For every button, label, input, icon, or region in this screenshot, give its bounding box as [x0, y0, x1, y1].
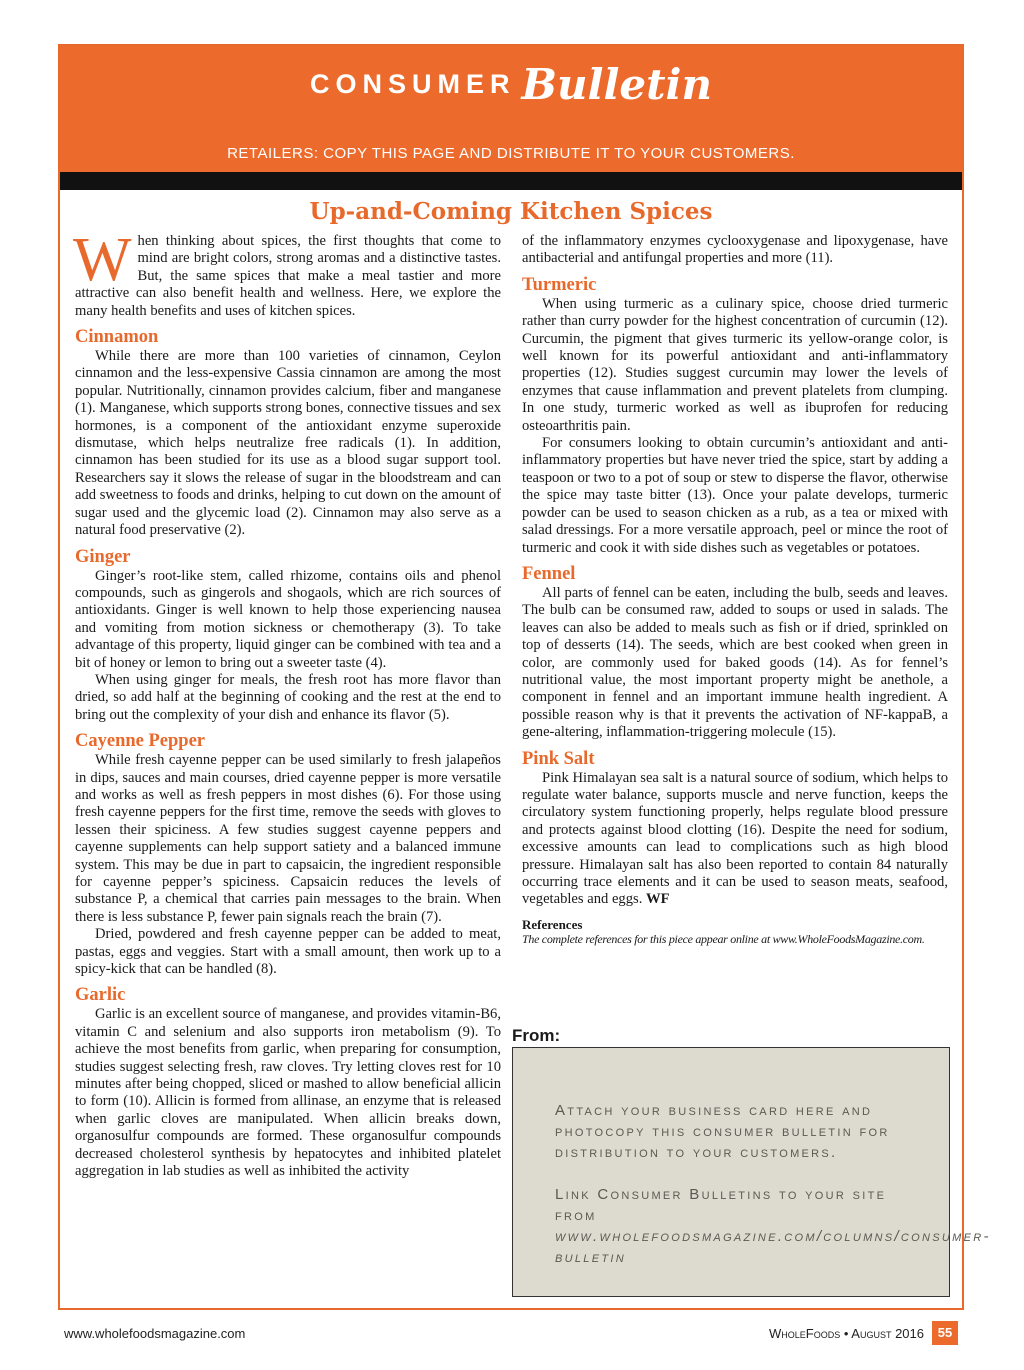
right-column [522, 233, 948, 946]
ginger-paragraph-2: When using ginger for meals, the fresh root has more flavor than dried, so add half at the beginning of cooking and the rest at the end to bring out the complexity of your dish and enhance its flavor (5). [75, 671, 501, 723]
references-text: The complete references for this piece appear online at www.WholeFoodsMagazine.com. [522, 931, 925, 946]
masthead [60, 60, 962, 109]
section-heading-cinnamon: Cinnamon [75, 327, 159, 348]
intro-paragraph [73, 226, 501, 320]
pink-salt-paragraph [522, 770, 948, 909]
section-heading-cayenne: Cayenne Pepper [75, 731, 205, 752]
footer-url[interactable]: www.wholefoodsmagazine.com [64, 1326, 246, 1341]
page-number: 55 [932, 1321, 958, 1345]
masthead-bulletin: Bulletin [521, 60, 713, 109]
turmeric-paragraph-2: For consumers looking to obtain curcumin’s antioxidant and anti-inflammatory properties but have never tried the spice, start by adding a teaspoon or two to a pot of soup or stew to disperse the flavor, otherwise the spice may taste bitter (13). Once your palate develops, turmeric powder can be used to season chicken as a rub, as a tea or mixed with salad dressings. For a more versatile approach, peel or mince the root of turmeric and cook it with side dishes such as vegetables or potatoes. [522, 435, 948, 556]
header-banner [60, 46, 962, 172]
card-instruction-1: Attach your business card here and photocopy this consumer bulletin for distribution to your customers. [555, 1102, 890, 1161]
fennel-paragraph: All parts of fennel can be eaten, including the bulb, seeds and leaves. The bulb can be consumed raw, added to soups or used in salads. The leaves can also be added to meals such as fish or if dried, sprinkled on top of desserts (14). The seeds, which are best cooked when green in color, are commonly used for baked goods (14). As for fennel’s nutritional value, the most important property might be anethole, a component in fennel and an important immune health ingredient. A possible reason why is that it prevents the activation of NF-kappaB, a gene-altering, inflammation-triggering molecule (15). [522, 584, 948, 741]
garlic-paragraph-continued: of the inflammatory enzymes cyclooxygenase and lipoxygenase, have antibacterial and antifungal properties and more (11). [522, 233, 948, 267]
page-frame [58, 44, 991, 1310]
cayenne-paragraph-2: Dried, powdered and fresh cayenne pepper can be added to meat, pastas, eggs and veggies. Start with a small amount, then work up to a spicy-kick that can be handled (8). [75, 926, 501, 978]
references-heading: References [522, 916, 583, 932]
header-divider [60, 172, 962, 190]
turmeric-paragraph-1: When using turmeric as a culinary spice, choose dried turmeric rather than curry powder for the highest concentration of curcumin (12). Curcumin, the pigment that gives turmeric its yellow-orange color, is well known for its powerful antioxidant and anti-inflammatory properties (12). Studies suggest curcumin may lower the levels of enzymes that cause inflammation and prevent platelets from clumping. In one study, turmeric worked as well as ibuprofen for reducing osteoarthritis pain. [522, 295, 948, 434]
retailers-instruction: RETAILERS: COPY THIS PAGE AND DISTRIBUTE IT TO YOUR CUSTOMERS. [227, 145, 795, 162]
masthead-consumer: CONSUMER [309, 69, 516, 99]
cayenne-paragraph-1: While fresh cayenne pepper can be used similarly to fresh jalapeños in dips, sauces and main courses, dried cayenne pepper is more versatile and works as well as fresh peppers in most dishes (6). For those using fresh cayenne peppers for the first time, remove the seeds with gloves to lessen their spiciness. A few studies suggest cayenne peppers and cayenne supplements can help support satiety and a balanced immune system. This may be due in part to capsaicin, the ingredient responsible for cayenne pepper’s spiciness. Capsaicin reduces the levels of substance P, a chemical that carries pain messages to the brain. When there is less substance P, fewer pain signals reach the brain (7). [75, 752, 501, 925]
pink-salt-text: Pink Himalayan sea salt is a natural source of sodium, which helps to regulate water balance, supports muscle and nerve function, keeps the circulatory system functioning properly, helps regulate blood pressure and protects against blood clotting (16). Despite the need for sodium, excessive amounts can lead to complications such as high blood pressure. Himalayan salt has also been reported to contain 84 naturally occurring trace elements and it can be used to season meats, seafood, vegetables and eggs. [522, 769, 948, 908]
drop-cap: W [73, 226, 132, 294]
garlic-paragraph: Garlic is an excellent source of manganese, and provides vitamin-B6, vitamin C and selenium and also supports iron metabolism (9). To achieve the most benefits from garlic, when preparing for consumption, studies suggest selecting fresh, raw cloves. Try letting cloves rest for 10 minutes after being chopped, sliced or mashed to allow beneficial allicin to form (10). Allicin is formed from allinase, an enzyme that is released when garlic cloves are manipulated. When allicin breaks down, organosulfur compounds are formed. These organosulfur compounds decreased cholesterol synthesis by hepatocytes and inhibited platelet aggregation in lab studies as well as inhibited the activity [75, 1006, 501, 1180]
section-heading-garlic: Garlic [75, 985, 126, 1006]
article-title: Up-and-Coming Kitchen Spices [309, 198, 713, 225]
card-instruction-2 [555, 1184, 991, 1268]
left-column [73, 226, 501, 1181]
consumer-bulletin-link[interactable]: www.wholefoodsmagazine.com/columns/consumer-bulletin [555, 1228, 991, 1266]
section-heading-pink-salt: Pink Salt [522, 748, 595, 769]
ginger-paragraph-1: Ginger’s root-like stem, called rhizome, contains oils and phenol compounds, such as gingerols and shogaols, which are rich sources of antioxidants. Ginger is well known to help those experiencing nausea and vomiting from motion sickness or chemotherapy (3). To take advantage of this property, liquid ginger can be combined with tea and a bit of honey or lemon to bring out a sweeter taste (4). [75, 567, 501, 671]
cinnamon-paragraph: While there are more than 100 varieties of cinnamon, Ceylon cinnamon and the less-expensive Cassia cinnamon are among the most popular. Nutritionally, cinnamon provides calcium, fiber and manganese (1). Manganese, which supports strong bones, connective tissues and sex hormones, is a component of the antioxidant enzyme superoxide dismutase, which helps neutralize free radicals (1). In addition, cinnamon has been studied for its use as a blood sugar support tool. Researchers say it slows the release of sugar in the bloodstream and can add sweetness to foods and drinks, helping to cut down on the amount of sugar used and the glycemic load (2). Cinnamon may also serve as a natural food preservative (2). [75, 348, 501, 539]
section-heading-fennel: Fennel [522, 563, 576, 584]
section-heading-turmeric: Turmeric [522, 274, 597, 295]
footer-issue: WholeFoods • August 2016 [769, 1326, 924, 1341]
section-heading-ginger: Ginger [75, 546, 131, 567]
wf-signoff: WF [646, 891, 670, 908]
from-label: From: [512, 1026, 561, 1045]
card-link-prefix: Link Consumer Bulletins to your site from [555, 1186, 887, 1224]
business-card-box [512, 1047, 991, 1297]
card-instructions [555, 1100, 991, 1268]
intro-text: hen thinking about spices, the first thoughts that come to mind are bright colors, strong aromas and a distinctive tastes. But, the same spices that make a meal tastier and more attractive can also benefit health and wellness. Here, we explore the many health benefits and uses of kitchen spices. [75, 233, 501, 319]
